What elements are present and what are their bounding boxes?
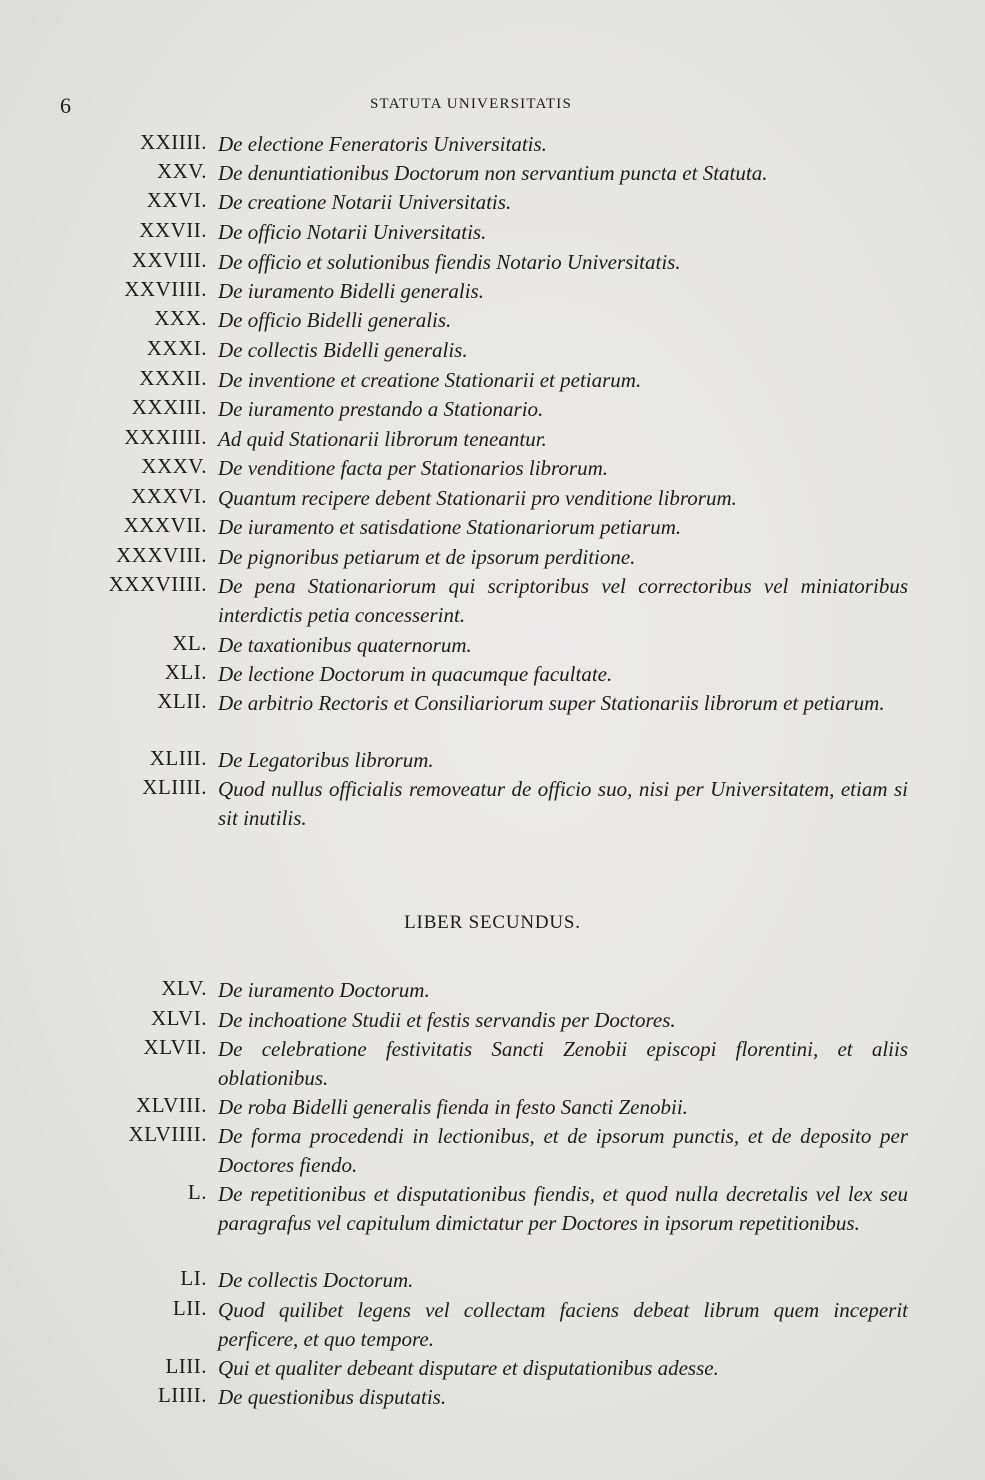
list-item: [0, 1383, 985, 1413]
entry-title: De iuramento prestando a Stationario.: [218, 397, 544, 421]
entry-numeral: XLVIIII.: [128, 1122, 207, 1146]
list-item: [0, 425, 985, 455]
list-item: [0, 218, 985, 248]
list-item: [0, 1122, 985, 1182]
list-item: [0, 543, 985, 573]
entry-numeral: XL.: [172, 631, 207, 655]
entry-title: Qui et qualiter debeant disputare et disputationibus adesse.: [218, 1356, 719, 1380]
entry-numeral: LIII.: [165, 1354, 207, 1378]
entry-numeral: XLIII.: [149, 746, 207, 770]
entry-title: De iuramento Bidelli generalis.: [218, 279, 484, 303]
entry-title: De roba Bidelli generalis fienda in festo Sancti Zenobii.: [218, 1095, 688, 1119]
list-item: [0, 248, 985, 278]
entry-numeral: LIIII.: [157, 1383, 207, 1407]
page-number: 6: [60, 93, 71, 118]
entry-title: De creatione Notarii Universitatis.: [218, 190, 512, 214]
entry-numeral: XLV.: [161, 976, 207, 1000]
entry-numeral: XLVIII.: [136, 1093, 207, 1117]
running-title: STATUTA UNIVERSITATIS: [370, 96, 573, 112]
entry-title: De Legatoribus librorum.: [218, 748, 434, 772]
entry-numeral: XXXIII.: [131, 395, 207, 419]
entry-title: Ad quid Stationarii librorum teneantur.: [218, 427, 547, 451]
list-item: [0, 1006, 985, 1036]
list-item: [0, 1354, 985, 1384]
entry-numeral: XXXI.: [146, 336, 207, 360]
entry-title: De officio et solutionibus fiendis Notario Universitatis.: [218, 250, 681, 274]
entry-numeral: XXVI.: [146, 188, 207, 212]
list-item: [0, 188, 985, 218]
list-item: [0, 159, 985, 189]
entry-numeral: XXXIIII.: [124, 425, 207, 449]
entry-numeral: XLI.: [164, 660, 207, 684]
entry-title: De electione Feneratoris Universitatis.: [218, 132, 547, 156]
entry-numeral: LI.: [180, 1266, 207, 1290]
entry-numeral: LII.: [172, 1296, 207, 1320]
entry-title: De lectione Doctorum in quacumque facultate.: [218, 662, 613, 686]
list-item: [0, 976, 985, 1006]
entry-numeral: XLVI.: [151, 1006, 207, 1030]
entry-numeral: L.: [187, 1180, 207, 1204]
list-item: [0, 631, 985, 661]
entry-numeral: XXV.: [156, 159, 207, 183]
entry-title: De taxationibus quaternorum.: [218, 633, 472, 657]
entry-numeral: XXXVI.: [131, 484, 207, 508]
entry-title: De celebratione festivitatis Sancti Zenobii episcopi florentini, et aliis oblationibus.: [218, 1037, 908, 1090]
list-item: [0, 1266, 985, 1296]
entry-title: De officio Bidelli generalis.: [218, 308, 452, 332]
list-item: [0, 454, 985, 484]
list-item: [0, 130, 985, 160]
entry-title: De inventione et creatione Stationarii et petiarum.: [218, 368, 642, 392]
entry-title: De questionibus disputatis.: [218, 1385, 447, 1409]
entry-numeral: XXVII.: [139, 218, 207, 242]
entry-numeral: XLII.: [157, 689, 207, 713]
entry-numeral: XXXVIIII.: [108, 572, 207, 596]
entry-numeral: XXVIIII.: [124, 277, 207, 301]
entry-numeral: XLIIII.: [142, 775, 207, 799]
entry-title: De forma procedendi in lectionibus, et de ipsorum punctis, et de deposito per Doctores fiendo.: [218, 1124, 908, 1177]
list-item: [0, 336, 985, 366]
list-item: [0, 395, 985, 425]
entry-numeral: XXX.: [154, 306, 207, 330]
entry-numeral: XXXII.: [139, 366, 207, 390]
list-item: [0, 277, 985, 307]
entry-title: De inchoatione Studii et festis servandis per Doctores.: [218, 1008, 676, 1032]
entry-numeral: XXXVII.: [123, 513, 207, 537]
section-heading: LIBER SECUNDUS.: [404, 912, 581, 933]
list-item: [0, 484, 985, 514]
entry-title: De venditione facta per Stationarios librorum.: [218, 456, 609, 480]
entry-title: De iuramento Doctorum.: [218, 978, 430, 1002]
entry-numeral: XXXVIII.: [116, 543, 207, 567]
entry-title: De collectis Bidelli generalis.: [218, 338, 468, 362]
entry-title: De denuntiationibus Doctorum non servantium puncta et Statuta.: [218, 161, 768, 185]
entry-title: De repetitionibus et disputationibus fiendis, et quod nulla decretalis vel lex seu paragrafus vel capitulum dimictatur per Doctores in ipsorum repetitionibus.: [218, 1182, 908, 1235]
list-item: [0, 660, 985, 690]
entry-title: De officio Notarii Universitatis.: [218, 220, 487, 244]
list-item: [0, 689, 985, 749]
entry-title: De arbitrio Rectoris et Consiliariorum super Stationariis librorum et petiarum.: [218, 691, 885, 715]
list-item: [0, 513, 985, 543]
list-item: [0, 1035, 985, 1095]
entry-numeral: XXXV.: [141, 454, 207, 478]
entry-numeral: XLVII.: [143, 1035, 207, 1059]
entry-title: Quod nullus officialis removeatur de officio suo, nisi per Universitatem, etiam si sit inutilis.: [218, 777, 908, 830]
list-item: [0, 775, 985, 835]
entry-title: De pignoribus petiarum et de ipsorum perditione.: [218, 545, 636, 569]
entry-numeral: XXIIII.: [139, 130, 207, 154]
entry-numeral: XXVIII.: [131, 248, 207, 272]
list-item: [0, 366, 985, 396]
list-item: [0, 1296, 985, 1356]
list-item: [0, 306, 985, 336]
entry-title: De pena Stationariorum qui scriptoribus vel correctoribus vel miniatoribus interdictis petia concesserint.: [218, 574, 908, 627]
entry-title: Quantum recipere debent Stationarii pro venditione librorum.: [218, 486, 737, 510]
entry-title: Quod quilibet legens vel collectam faciens debeat librum quem inceperit perficere, et quo tempore.: [218, 1298, 908, 1351]
list-item: [0, 746, 985, 776]
entry-title: De collectis Doctorum.: [218, 1268, 414, 1292]
list-item: [0, 572, 985, 632]
entry-title: De iuramento et satisdatione Stationariorum petiarum.: [218, 515, 682, 539]
list-item: [0, 1093, 985, 1123]
page-header: [60, 93, 920, 117]
list-item: [0, 1180, 985, 1268]
